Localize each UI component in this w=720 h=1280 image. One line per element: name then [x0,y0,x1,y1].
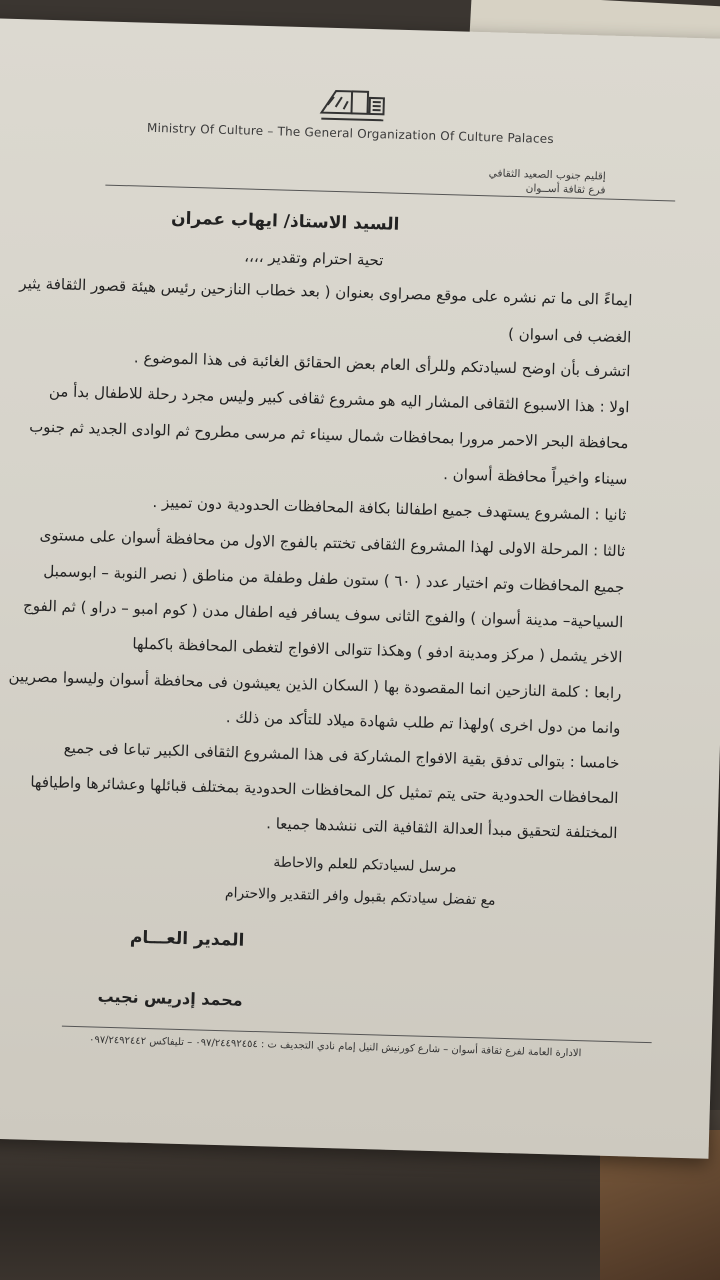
body-line: اتشرف بأن اوضح لسيادتكم وللرأى العام بعض الحقائق الغائبة فى هذا الموضوع . [133,348,631,381]
body-line: المختلفة لتحقيق مبدأ العدالة الثقافية التى ننشدها جميعا . [265,814,618,843]
closing-line: مع تفضل سيادتكم بقبول وافر التقدير والاحترام [224,885,496,909]
branch-header [488,166,606,197]
body-line: خامسا : بتوالى تدفق بقية الافواج المشاركة فى هذا المشروع الثقافى الكبير تباعا فى جميع [63,738,620,773]
body-line: ثانيا : المشروع يستهدف جميع اطفالنا بكافة المحافظات الحدودية دون تمييز . [152,493,627,525]
recipient-line: السيد الاستاذ/ ايهاب عمران [170,208,400,235]
body-line: محافظة البحر الاحمر مرورا بمحافظات شمال سيناء ثم مرسى مطروح ثم الوادى الجديد ثم جنوب [28,417,629,453]
body-line: ثالثا : المرحلة الاولى لهذا المشروع الثقافى تختتم بالفوج الاول من محافظة أسوان على مستوى [39,525,626,561]
branch-name: فرع ثقافة أســوان [525,182,606,197]
body-line: المحافظات الحدودية حتى يتم تمثيل كل المحافظات الحدودية بمختلف قبائلها وعشائرها واطيافها [30,772,619,808]
greeting-line: تحية احترام وتقدير ،،،، [244,247,384,270]
branch-region: إقليم جنوب الصعيد الثقافي [488,167,606,183]
letter-page [0,18,720,1159]
body-line: رابعا : كلمة النازحين انما المقصودة بها ( السكان الذين يعيشون فى محافظة أسوان وليسوا مصريين [8,667,622,703]
signature-title: المدير العـــام [129,927,245,951]
body-line: اولا : هذا الاسبوع الثقافى المشار اليه هو مشروع ثقافى كبير وليس مجرد رحلة للاطفال بدأ من [48,382,630,417]
ministry-logo-icon [317,82,390,128]
body-line: السياحية– مدينة أسوان ) والفوج الثانى سوف يسافر فيه اطفال مدن ( كوم امبو – دراو ) ثم الفوج [22,596,624,632]
body-line: ايماءً الى ما تم نشره على موقع مصراوى بعنوان ( بعد خطاب النازحين رئيس هيئة قصور الثقافة يثير [19,274,633,310]
body-line: سيناء واخيراً محافظة أسوان . [442,465,628,489]
ministry-heading: Ministry Of Culture – The General Organization Of Culture Palaces [146,120,554,147]
body-line: جميع المحافظات وتم اختيار عدد ( ٦٠ ) ستون طفل وطفلة من مناطق ( نصر النوبة – ابوسمبل [43,561,625,597]
body-line: الغضب فى اسوان ) [507,324,632,347]
body-line: وانما من دول اخرى )ولهذا تم طلب شهادة ميلاد للتأكد من ذلك . [225,708,621,738]
body-line: الاخر يشمل ( مركز ومدينة ادفو ) وهكذا تتوالى الافواج لتغطى المحافظة باكملها [132,634,623,667]
footer-address: الادارة العامة لفرع ثقافة أسوان – شارع كورنيش النيل إمام نادي التجديف ت : ٠٩٧/٢٤٤٩٢٤٥٤ – تليفاكس ٠٩٧/٢٤٩٢٤٤٢ [88,1034,582,1060]
signature-name: محمد إدريس نجيب [97,986,243,1010]
closing-line: مرسل لسيادتكم للعلم والاحاطة [273,854,457,876]
